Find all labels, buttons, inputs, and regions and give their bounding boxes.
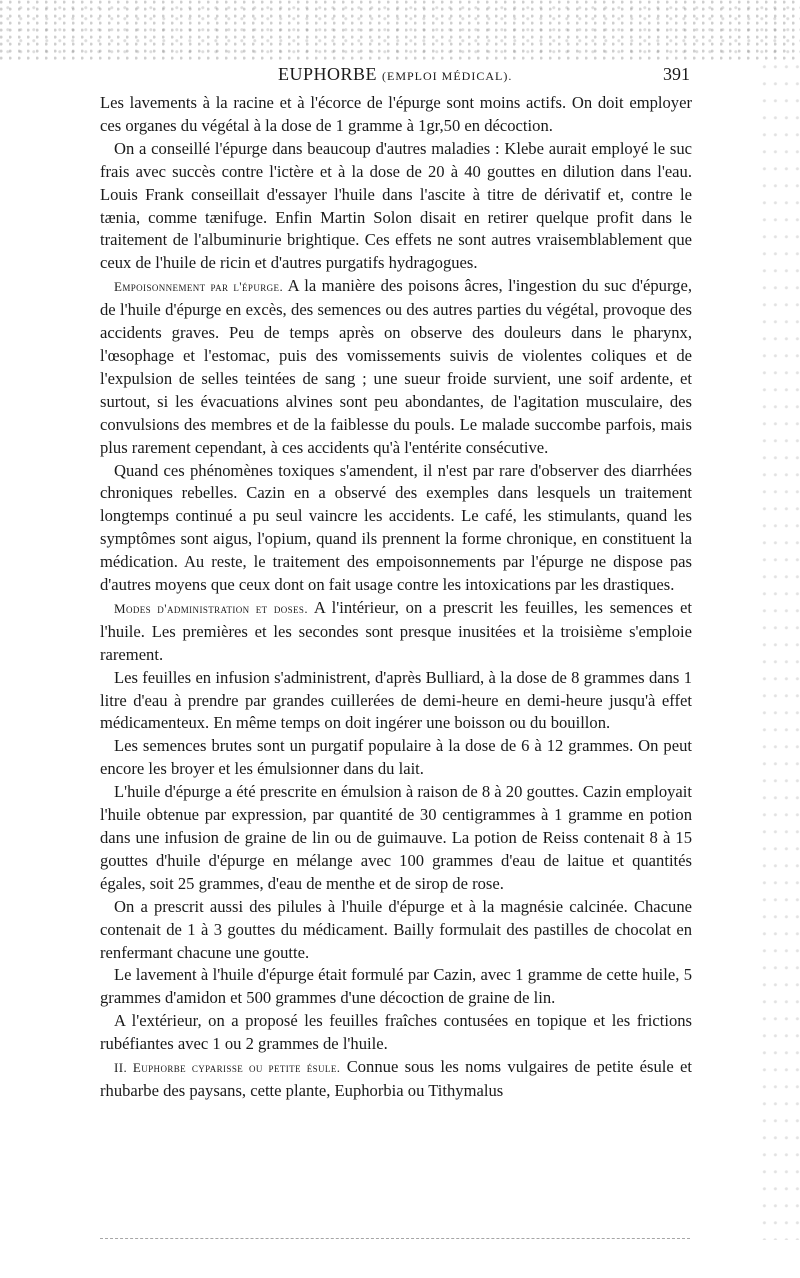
paragraph: L'huile d'épurge a été prescrite en émulsion à raison de 8 à 20 gouttes. Cazin employait l'huile obtenue par expression, par quantité de 30 centigrammes à 1 gramme en potion dans une infusion de graine de lin ou de guimauve. La potion de Reiss contenait 8 à 15 gouttes d'huile d'épurge en mélange avec 100 grammes d'eau de laitue et quantités égales, soit 25 grammes, d'eau de menthe et de sirop de rose.	[100, 782, 692, 893]
section-heading: II. Euphorbe cyparisse ou petite ésule.	[114, 1060, 341, 1076]
paragraph	[100, 1056, 692, 1103]
paragraph: Quand ces phénomènes toxiques s'amendent, il n'est par rare d'observer des diarrhées chroniques rebelles. Cazin en a observé des exemples dans lesquels un traitement longtemps continué a pu seul vaincre les accidents. Le café, les stimulants, quand les symptômes sont aigus, l'opium, quand ils prennent la forme chronique, en constituent la médication. Au reste, le traitement des empoisonnements par l'épurge ne dispose pas d'autres moyens que ceux dont on fait usage contre les intoxications par les drastiques.	[100, 460, 692, 595]
running-title-sub: (EMPLOI MÉDICAL).	[382, 69, 513, 83]
paragraph: On a conseillé l'épurge dans beaucoup d'autres maladies : Klebe aurait employé le suc frais avec succès contre l'ictère et à la dose de 20 à 40 gouttes en dilution dans l'eau. Louis Frank conseillait d'essayer l'huile dans l'ascite à titre de dérivatif et, contre le tænia, comme tænifuge. Enfin Martin Solon disait en retirer quelque profit dans le traitement de l'albuminurie brightique. Ces effets ne sont autres vraisemblablement que ceux de l'huile de ricin et d'autres purgatifs hydragogues.	[100, 138, 692, 273]
paragraph	[100, 597, 692, 667]
paragraph	[100, 275, 692, 459]
paragraph-text: Connue sous les noms vulgaires de petite ésule et rhubarbe des paysans, cette plante, Euphorbia ou Tithymalus	[100, 1057, 692, 1100]
section-heading: Empoisonnement par l'épurge.	[114, 279, 284, 295]
scan-noise-right	[760, 60, 800, 1240]
scan-noise-top	[0, 0, 800, 60]
paragraph: A l'extérieur, on a proposé les feuilles fraîches contusées en topique et les frictions rubéfiantes avec 1 ou 2 grammes de l'huile.	[100, 1011, 692, 1054]
footer-scan-line	[100, 1238, 690, 1239]
paragraph-text: A l'intérieur, on a prescrit les feuilles, les semences et l'huile. Les premières et les secondes sont presque inusitées et la troisième s'emploie rarement.	[100, 597, 693, 664]
paragraph: Le lavement à l'huile d'épurge était formulé par Cazin, avec 1 gramme de cette huile, 5 grammes d'amidon et 500 grammes d'une décoction de graine de lin.	[100, 965, 692, 1008]
running-title-main: EUPHORBE	[278, 64, 378, 84]
paragraph: On a prescrit aussi des pilules à l'huile d'épurge et à la magnésie calcinée. Chacune contenait de 1 à 3 gouttes du médicament. Bailly formulait des pastilles de chocolat en renfermant chacune une goutte.	[100, 896, 692, 962]
paragraph: Les lavements à la racine et à l'écorce de l'épurge sont moins actifs. On doit employer ces organes du végétal à la dose de 1 gramme à 1gr,50 en décoction.	[100, 93, 692, 135]
page-number: 391	[663, 64, 690, 84]
body-text	[100, 92, 692, 1103]
paragraph: Les feuilles en infusion s'administrent, d'après Bulliard, à la dose de 8 grammes dans 1 litre d'eau à prendre par grandes cuillerées de demi-heure en demi-heure jusqu'à effet médicamenteux. En même temps on doit ingérer une boisson ou du bouillon.	[100, 667, 692, 733]
running-header	[100, 64, 690, 88]
section-heading: Modes d'administration et doses.	[114, 600, 308, 616]
paragraph-text: A la manière des poisons âcres, l'ingestion du suc d'épurge, de l'huile d'épurge en excès, des semences ou des autres parties du végétal, provoque des accidents graves. Peu de temps après on observe des douleurs dans le pharynx, l'œsophage et l'estomac, puis des vomissements suivis de violentes coliques et de l'expulsion de selles teintées de sang ; une sueur froide survient, une soif ardente, et surtout, si les évacuations alvines sont peu abondantes, de l'agitation musculaire, des convulsions des membres et de la faiblesse du pouls. Le malade succombe parfois, mais plus rarement cependant, à ces accidents qu'à l'entérite consécutive.	[100, 276, 692, 457]
paragraph: Les semences brutes sont un purgatif populaire à la dose de 6 à 12 grammes. On peut encore les broyer et les émulsionner dans du lait.	[100, 736, 692, 779]
running-title	[278, 64, 512, 85]
